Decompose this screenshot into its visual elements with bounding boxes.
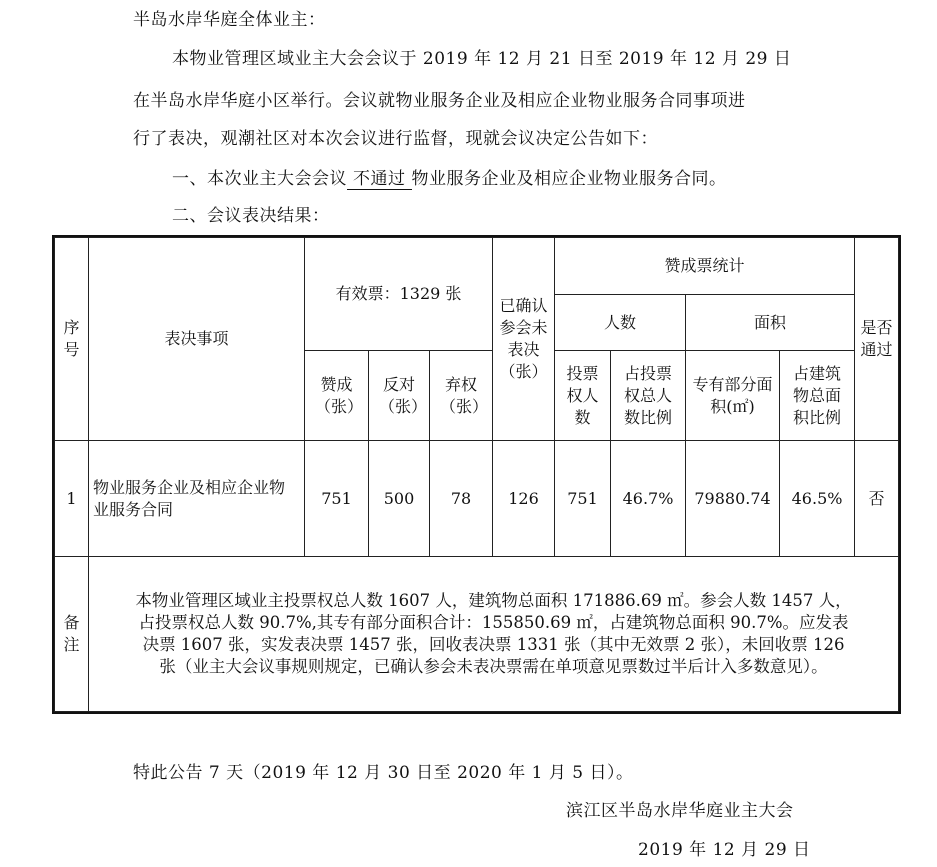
item-1 [172,167,727,191]
header-area: 面积 [686,295,855,351]
row-matter: 物业服务企业及相应企业物业服务合同 [89,441,305,557]
row-passed: 否 [855,441,899,557]
salutation: 半岛水岸华庭全体业主： [133,10,326,30]
header-voters-ratio: 占投票权总人数比例 [611,351,686,441]
row-exclusive-area: 79880.74 [686,441,780,557]
notes-line-3: 决票 1607 张，实发表决票 1457 张，回收表决票 1331 张（其中无效票 2 张），未回收票 126 [142,635,845,654]
notes-line-4: 张（业主大会议事规则规定，已确认参会未表决票需在单项意见票数过半后计入多数意见）。 [159,657,828,676]
row-approve: 751 [305,441,369,557]
notice-period: 特此公告 7 天（2019 年 12 月 30 日至 2020 年 1 月 5 日）。 [133,763,634,783]
intro-line-1: 本物业管理区域业主大会会议于 2019 年 12 月 21 日至 2019 年 12 月 29 日 [172,49,792,69]
item-1-suffix: 物业服务企业及相应企业物业服务合同。 [411,169,727,189]
intro-line-3: 行了表决，观潮社区对本次会议进行监督，现就会议决定公告如下： [133,129,658,149]
item-1-prefix: 一、本次业主大会会议 [172,169,347,189]
header-abstain: 弃权（张） [430,351,493,441]
header-area-ratio: 占建筑物总面积比例 [780,351,855,441]
item-2: 二、会议表决结果： [172,206,330,226]
date: 2019 年 12 月 29 日 [638,840,811,860]
header-exclusive-area: 专有部分面积(㎡) [686,351,780,441]
header-passed: 是否通过 [855,238,899,441]
row-voters: 751 [555,441,611,557]
intro-line-2: 在半岛水岸华庭小区举行。会议就物业服务企业及相应企业物业服务合同事项进 [133,91,746,111]
row-seq: 1 [55,441,89,557]
notes-line-1: 本物业管理区域业主投票权总人数 1607 人，建筑物总面积 171886.69 ㎡。参会人数 1457 人， [135,591,852,610]
header-voters: 投票权人数 [555,351,611,441]
row-abstain: 78 [430,441,493,557]
header-people: 人数 [555,295,686,351]
row-oppose: 500 [369,441,430,557]
row-area-ratio: 46.5% [780,441,855,557]
decision-underlined: 不通过 [347,169,412,190]
signature: 滨江区半岛水岸华庭业主大会 [566,801,794,821]
header-approve: 赞成（张） [305,351,369,441]
row-voters-ratio: 46.7% [611,441,686,557]
notes-line-2: 占投票权总人数 90.7%,其专有部分面积合计：155850.69 ㎡，占建筑物总面积 90.7%。应发表 [138,613,849,632]
header-valid-votes: 有效票：1329 张 [305,238,493,351]
notes-content [89,557,899,712]
header-oppose: 反对（张） [369,351,430,441]
header-matter: 表决事项 [89,238,305,441]
row-confirmed: 126 [493,441,555,557]
vote-result-table [54,237,899,712]
header-confirmed-not-voted: 已确认参会未表决（张） [493,238,555,441]
header-approve-stats: 赞成票统计 [555,238,855,295]
table-row [55,441,899,557]
header-seq: 序号 [55,238,89,441]
notes-label: 备注 [55,557,89,712]
